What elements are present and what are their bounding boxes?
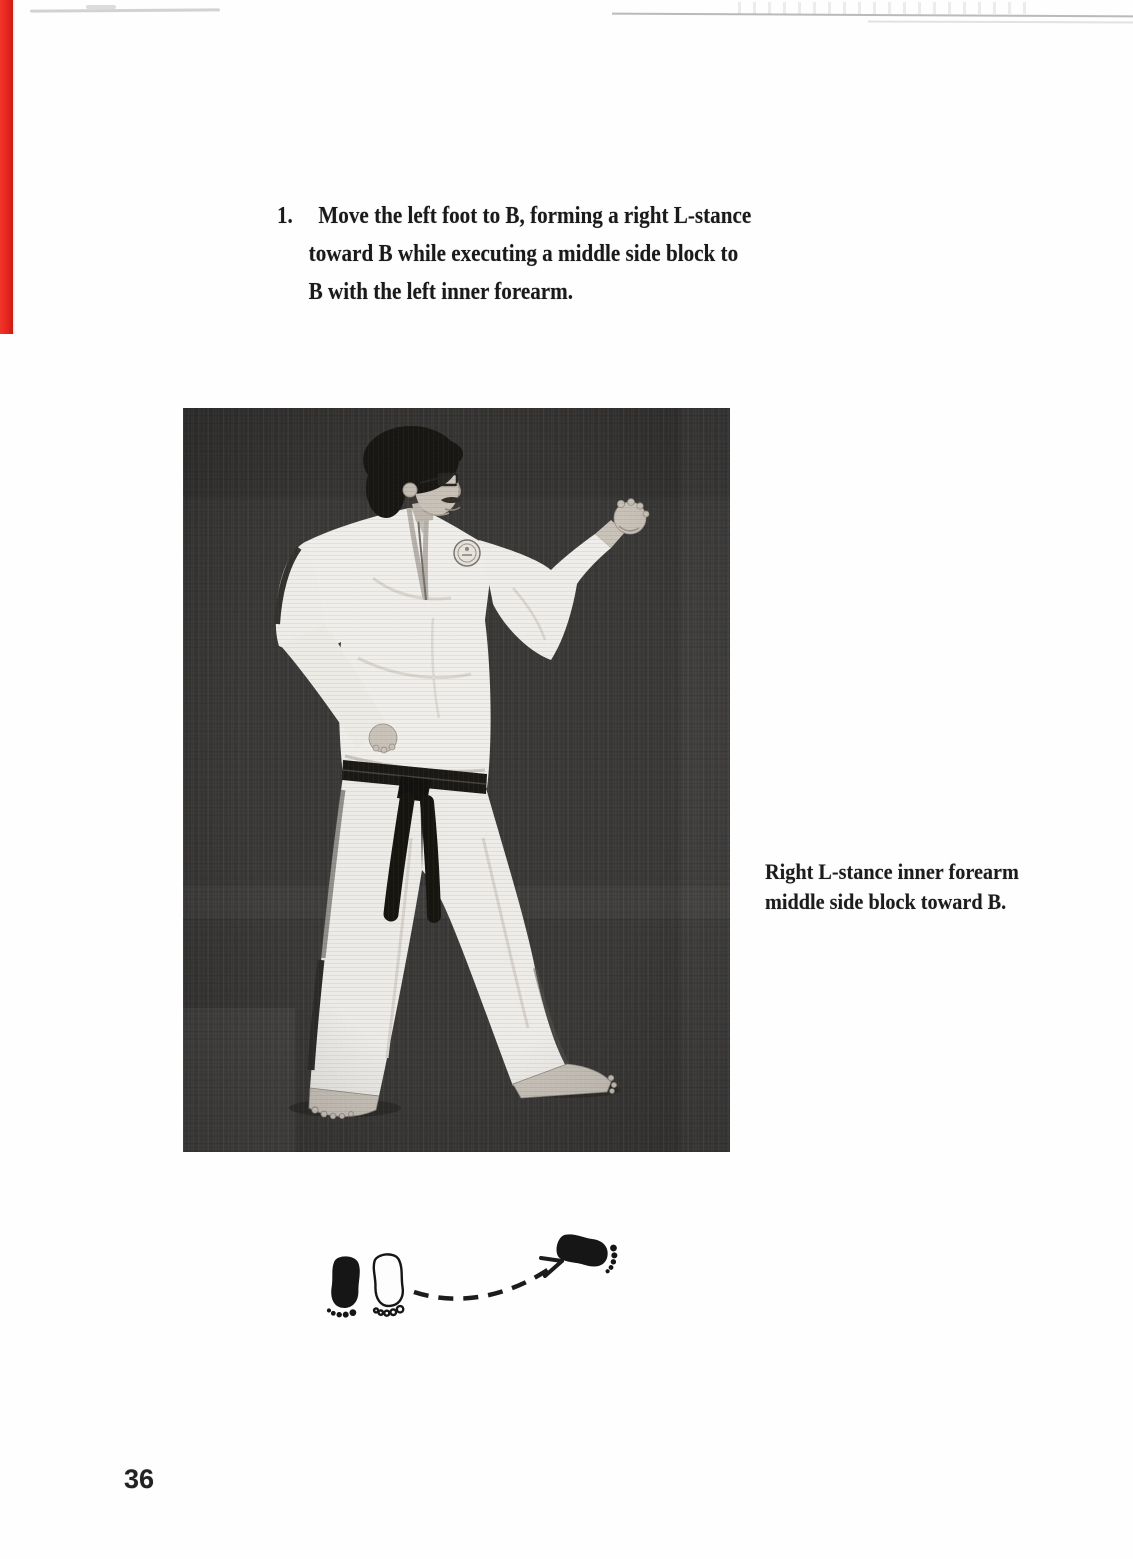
hip-fist: [369, 724, 397, 753]
destination-footprint-filled-icon: [553, 1231, 620, 1274]
chest-patch: [454, 540, 480, 566]
ear: [403, 483, 417, 497]
scan-artifact-line: [30, 8, 220, 12]
belt-end: [427, 802, 434, 916]
right-footprint-outline-icon: [370, 1253, 404, 1316]
photo-caption: [765, 857, 1019, 917]
footwork-diagram: [292, 1222, 632, 1332]
step-number: 1.: [277, 203, 293, 229]
hair-fringe: [395, 437, 463, 471]
dashed-motion-arrow: [414, 1267, 552, 1299]
martial-artist-illustration: [183, 408, 730, 1152]
page-number: 36: [124, 1464, 155, 1494]
caption-line: middle side block toward B.: [765, 889, 1007, 914]
photo-martial-artist: [183, 408, 730, 1152]
caption-line: Right L-stance inner forearm: [765, 859, 1019, 884]
instruction-line: B with the left inner forearm.: [308, 279, 574, 305]
scan-artifact-line: [612, 13, 1133, 18]
hair-side: [366, 458, 406, 518]
instruction-line: toward B while executing a middle side block to: [308, 241, 739, 267]
instruction-line: [277, 201, 751, 231]
scan-artifact-smudge: [738, 2, 1028, 14]
scan-artifact-mark: [86, 5, 116, 9]
red-edge-stripe: [0, 0, 13, 334]
left-footprint-filled-icon: [326, 1255, 360, 1318]
scan-artifact-line: [868, 21, 1133, 24]
instruction-text: Move the left foot to B, forming a right L-stance: [318, 203, 752, 229]
